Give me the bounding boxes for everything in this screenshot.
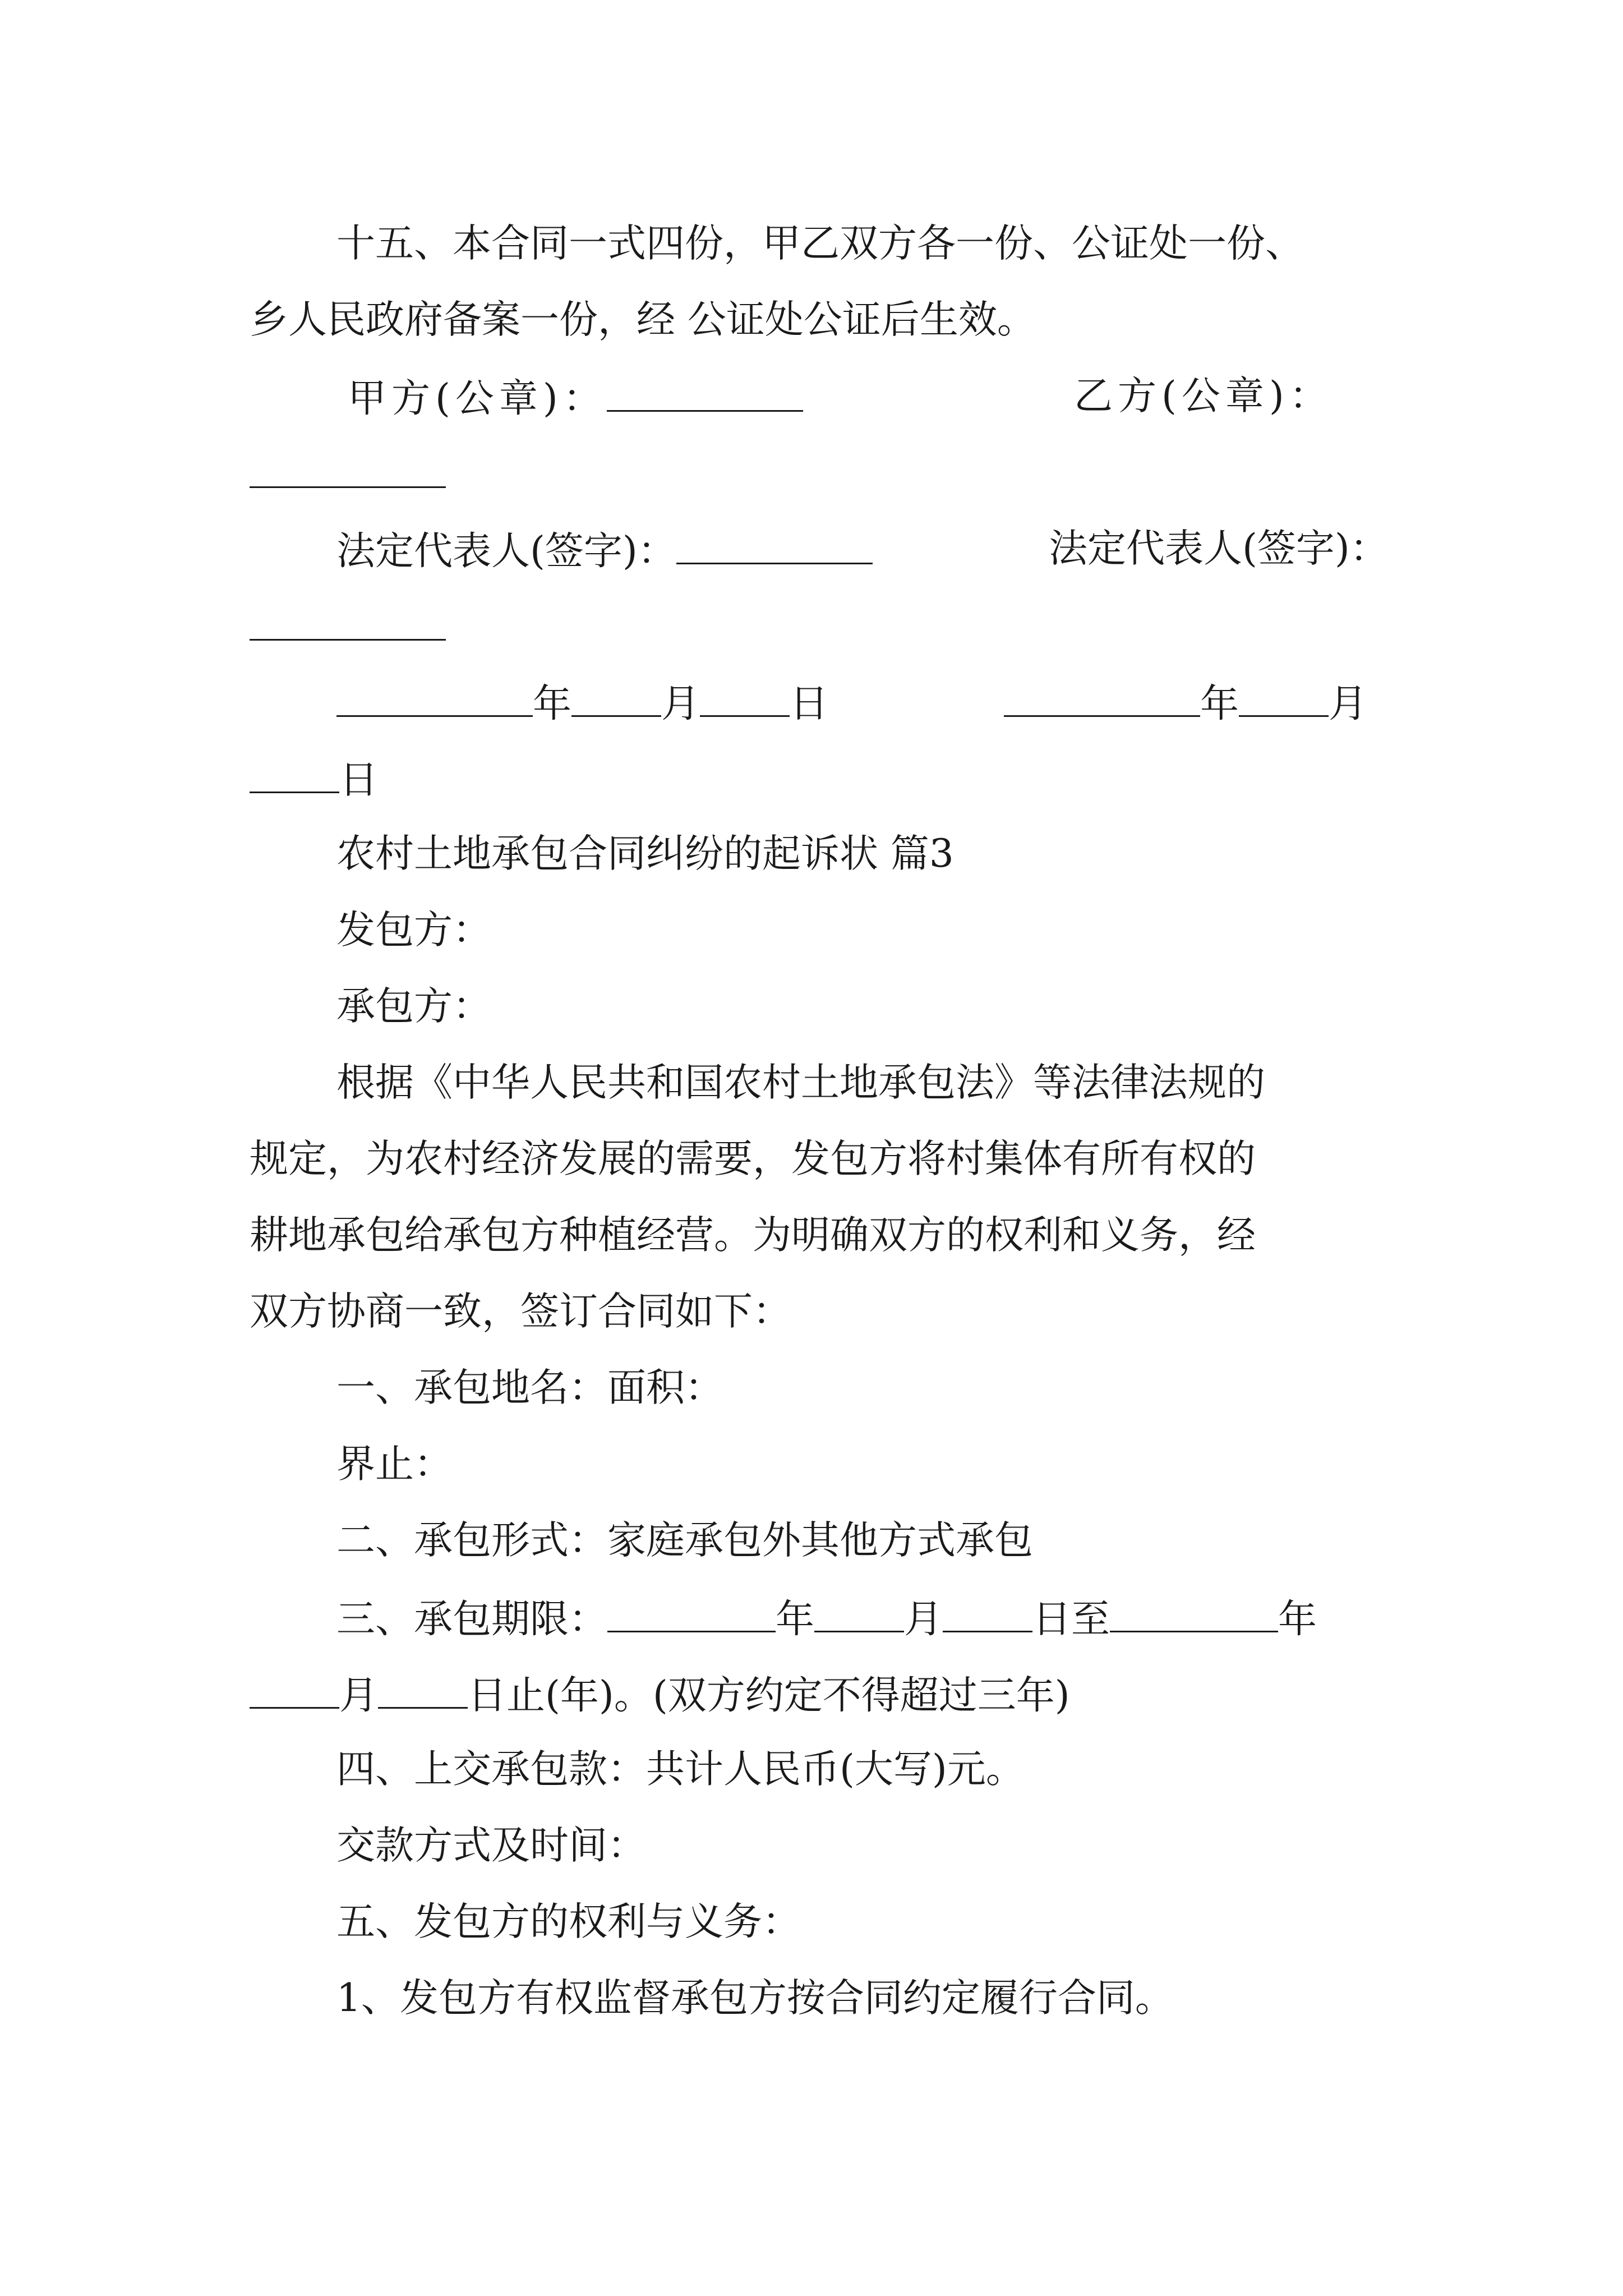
party-a-seal-label: 甲方(公章)： xyxy=(348,376,607,421)
item-3-start-month-blank xyxy=(814,1598,904,1632)
intro-line-3: 耕地承包给承包方种植经营。为明确双方的权利和义务，经 xyxy=(250,1213,1256,1258)
item-3-end-year-label: 年 xyxy=(1278,1596,1317,1642)
date-b-day-label: 日 xyxy=(339,757,378,803)
party-a-seal-blank xyxy=(607,377,803,412)
date-a-day-label: 日 xyxy=(790,681,828,726)
rep-a-row xyxy=(336,528,873,574)
item-3-row xyxy=(336,1596,1317,1642)
rep-b-blank xyxy=(250,606,446,641)
rep-b-row xyxy=(250,606,446,647)
date-b-month-label: 月 xyxy=(1329,681,1367,726)
rep-b-label: 法定代表人(签字)： xyxy=(1049,526,1389,571)
item-2: 二、承包形式：家庭承包外其他方式承包 xyxy=(336,1518,1033,1563)
item-3-start-day-blank xyxy=(943,1598,1032,1632)
item-1: 一、承包地名：面积： xyxy=(336,1365,723,1410)
intro-line-4: 双方协商一致，签订合同如下： xyxy=(250,1289,791,1334)
date-b-year-label: 年 xyxy=(1200,681,1239,726)
intro-line-1: 根据《中华人民共和国农村土地承包法》等法律法规的 xyxy=(336,1060,1265,1105)
clause-15-line-1: 十五、本合同一式四份，甲乙双方各一份、公证处一份、 xyxy=(336,221,1304,266)
rep-a-label: 法定代表人(签字)： xyxy=(336,528,676,574)
employer-label: 发包方： xyxy=(336,908,491,953)
item-3-end-day-blank xyxy=(378,1674,468,1709)
item-3-row-2 xyxy=(250,1673,1070,1718)
item-3-suffix: 日止(年)。(双方约定不得超过三年) xyxy=(468,1673,1070,1718)
item-4: 四、上交承包款：共计人民币(大写)元。 xyxy=(336,1747,1025,1792)
date-b-year-blank xyxy=(1004,682,1200,717)
date-a-year-label: 年 xyxy=(533,681,571,726)
date-a-month-blank xyxy=(571,682,661,717)
item-3-start-month-label: 月 xyxy=(904,1596,943,1642)
date-a-month-label: 月 xyxy=(661,681,700,726)
date-b-row xyxy=(1004,682,1367,724)
item-3-end-month-blank xyxy=(250,1674,339,1709)
date-b-day-blank xyxy=(250,758,339,793)
date-b-month-blank xyxy=(1239,682,1329,717)
party-b-seal-label: 乙方(公章)： xyxy=(1074,374,1333,418)
item-5-1: 1、发包方有权监督承包方按合同约定履行合同。 xyxy=(336,1976,1174,2021)
payment-method: 交款方式及时间： xyxy=(336,1823,646,1868)
rep-a-blank xyxy=(676,530,873,564)
section-title: 农村土地承包合同纠纷的起诉状 篇3 xyxy=(336,831,954,876)
clause-15-line-2: 乡人民政府备案一份，经 公证处公证后生效。 xyxy=(250,297,1036,342)
item-1-boundary: 界止： xyxy=(336,1442,453,1487)
party-a-seal-row xyxy=(348,376,803,421)
contractor-label: 承包方： xyxy=(336,984,491,1029)
item-3-from-label: 日至 xyxy=(1032,1596,1110,1642)
item-3-prefix: 三、承包期限： xyxy=(336,1596,607,1642)
item-5: 五、发包方的权利与义务： xyxy=(336,1899,801,1944)
date-b-day-row xyxy=(250,757,378,803)
intro-line-2: 规定，为农村经济发展的需要，发包方将村集体有所有权的 xyxy=(250,1137,1256,1181)
date-a-year-blank xyxy=(336,682,533,717)
party-b-seal-blank xyxy=(250,453,446,488)
party-b-seal-row xyxy=(250,453,446,495)
item-3-end-year-blank xyxy=(1110,1598,1278,1632)
date-a-day-blank xyxy=(700,682,790,717)
date-a-row xyxy=(336,682,828,724)
item-3-start-year-label: 年 xyxy=(776,1596,814,1642)
item-3-end-month-label: 月 xyxy=(339,1673,378,1718)
item-3-start-year-blank xyxy=(607,1598,776,1632)
